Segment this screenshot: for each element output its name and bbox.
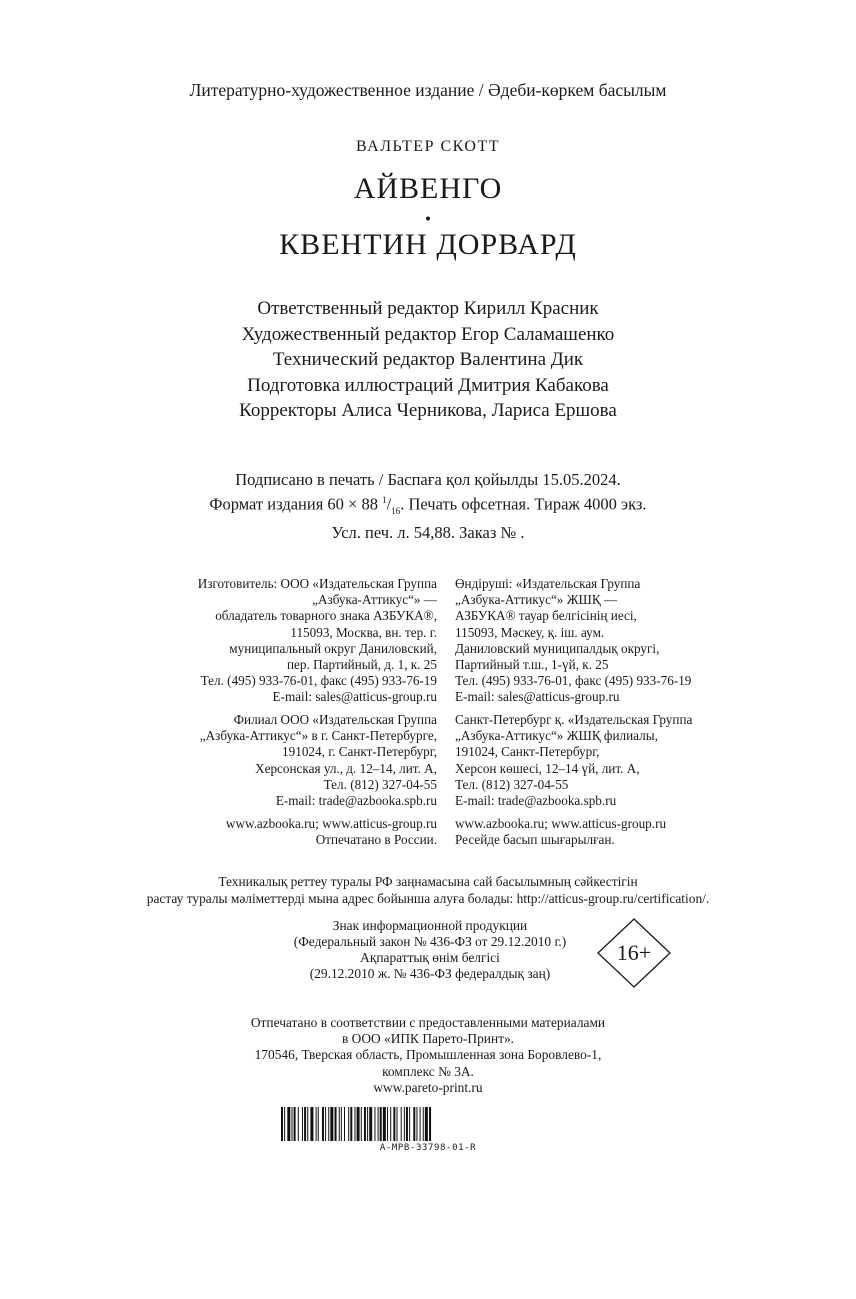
publisher-kz: Өндіруші: «Издательская Группа „Азбука-Аттикус“» ЖШҚ — АЗБУКА® тауар белгісінің иесі, 115093, Мәскеу, қ. іш. аум. Даниловский муниципалдық округі, Партийный т.ш., 1-үй, к. 25 Тел. (495) 933-76-01, факс (495) 933-76-19 E-mail: sales@atticus-group.ru — [455, 576, 692, 705]
barcode-icon — [281, 1107, 576, 1141]
tech-regulation: Техникалық реттеу туралы РФ заңнамасына сай басылымның сәйкестігін растау туралы мәліметтерді мына адрес бойынша алуға болады: http://atticus-group.ru/certification/. — [146, 874, 710, 906]
publisher-ru: Изготовитель: ООО «Издательская Группа „Азбука-Аттикус“» — обладатель товарного знака АЗБУКА®, 115093, Москва, вн. тер. г. муниципальный округ Даниловский, пер. Партийный, д. 1, к. 25 Тел. (495) 933-76-01, факс (495) 933-76-19 E-mail: sales@atticus-group.ru — [197, 576, 437, 705]
editor-line: Ответственный редактор Кирилл Красник — [257, 298, 599, 319]
editors-credits — [0, 296, 856, 424]
editor-line: Художественный редактор Егор Саламашенко — [241, 323, 615, 345]
author-name: ВАЛЬТЕР СКОТТ — [355, 138, 501, 155]
editor-line: Корректоры Алиса Черникова, Лариса Ершова — [239, 400, 617, 421]
printer-info: Отпечатано в соответствии с предоставленными материалами в ООО «ИПК Парето-Принт». 170546, Тверская область, Промышленная зона Боровлево-1, комплекс № 3А. www.pareto-print.ru — [250, 1015, 606, 1095]
sheets-order: Усл. печ. л. 54,88. Заказ № . — [331, 522, 525, 542]
signed-date: Подписано в печать / Баспаға қол қойылды 15.05.2024. — [235, 470, 621, 489]
barcode-label: A-MPB-33798-01-R — [379, 1143, 477, 1153]
web-kz: www.azbooka.ru; www.atticus-group.ru Ресейде басып шығарылған. — [455, 816, 667, 848]
editor-line: Технический редактор Валентина Дик — [272, 349, 584, 370]
book-title-1: АЙВЕНГО — [353, 172, 503, 205]
format-line: Формат издания 60 × 88 $^1/_{16}$. Печать офсетная. Тираж 4000 экз. — [209, 494, 647, 516]
title-separator: • — [423, 212, 433, 228]
age-rating-label: 16+ — [616, 940, 652, 965]
print-info — [0, 469, 856, 543]
age-rating-badge — [597, 918, 671, 988]
editor-line: Подготовка иллюстраций Дмитрия Кабакова — [247, 374, 609, 396]
edition-type-line: Литературно-художественное издание / Әдеби-көркем басылым — [189, 80, 667, 100]
web-ru: www.azbooka.ru; www.atticus-group.ru Отпечатано в России. — [225, 816, 437, 848]
branch-kz: Санкт-Петербург қ. «Издательская Группа „Азбука-Аттикус“» ЖШҚ филиалы, 191024, Санкт-Петербург, Херсон көшесі, 12–14 үй, лит. А, Тел. (812) 327-04-55 E-mail: trade@azbooka.spb.ru — [455, 712, 693, 809]
book-title-2: КВЕНТИН ДОРВАРД — [279, 228, 577, 261]
branch-ru: Филиал ООО «Издательская Группа „Азбука-Аттикус“» в г. Санкт-Петербурге, 191024, г. Санкт-Петербург, Херсонская ул., д. 12–14, лит. А, Тел. (812) 327-04-55 E-mail: trade@azbooka.spb.ru — [199, 712, 437, 809]
info-product-sign: Знак информационной продукции (Федеральный закон № 436-ФЗ от 29.12.2010 г.) Ақпараттық өнім белгісі (29.12.2010 ж. № 436-ФЗ федералдық заң) — [293, 918, 567, 981]
